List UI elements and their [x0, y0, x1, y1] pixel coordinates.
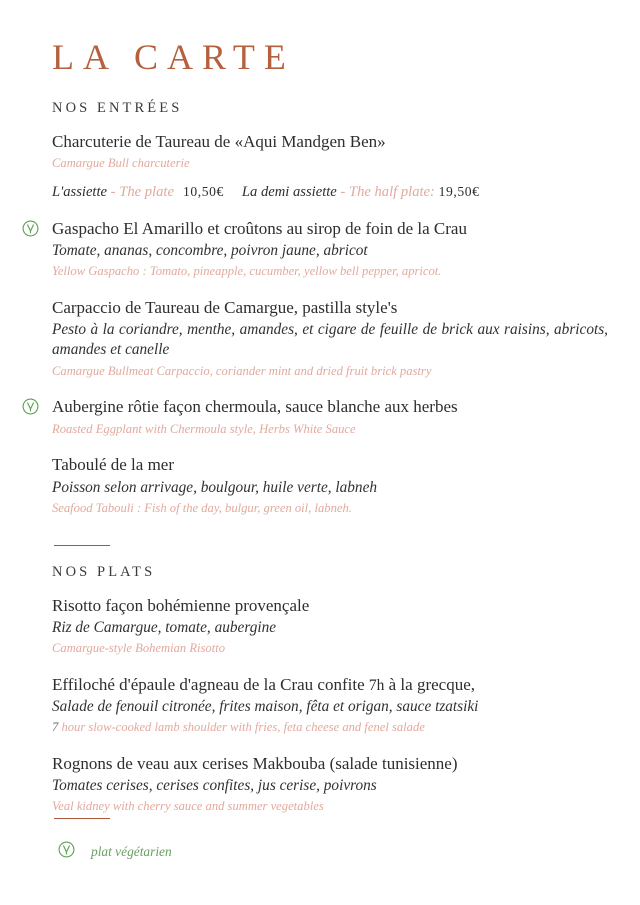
menu-item[interactable]: [52, 396, 608, 437]
menu-item-name: Risotto façon bohémienne provençale: [52, 595, 310, 615]
legend-divider: [54, 818, 110, 819]
menu-item-description-en: Seafood Tabouli : Fish of the day, bulgur, green oil, labneh.: [52, 500, 352, 515]
menu-item-name: Rognons de veau aux cerises Makbouba (salade tunisienne): [52, 753, 458, 773]
menu-item-description-en: Camargue-style Bohemian Risotto: [52, 640, 226, 655]
price-label-fr: La demi assiette: [241, 183, 337, 200]
menu-item[interactable]: [52, 753, 608, 815]
menu-item[interactable]: [52, 218, 608, 280]
menu-item-description-en: Camargue Bull charcuterie: [52, 156, 190, 171]
menu-item-description-fr: Tomates cerises, cerises confites, jus cerise, poivrons: [52, 777, 377, 795]
section-title-wrap: [52, 100, 608, 117]
menu-item-name: Aubergine rôtie façon chermoula, sauce blanche aux herbes: [52, 397, 458, 417]
price-separator: :: [430, 183, 435, 200]
menu-item-description-fr: Pesto à la coriandre, menthe, amandes, et cigare de feuille de brick aux raisins, abricots, amandes et canelle: [52, 321, 608, 359]
vegetarian-icon: [58, 841, 75, 863]
vegetarian-icon: [22, 220, 39, 237]
menu-item-description-en: Yellow Gaspacho : Tomato, pineapple, cucumber, yellow bell pepper, apricot.: [52, 264, 442, 279]
page-title: LA CARTE: [52, 37, 295, 77]
price-dash: -: [340, 183, 346, 200]
legend-row: [52, 841, 608, 863]
menu-item-description-en: 7 hour slow-cooked lamb shoulder with fries, feta cheese and fenel salade: [52, 720, 425, 735]
menu-item-name: Charcuterie de Taureau de «Aqui Mandgen Ben»: [52, 132, 386, 151]
menu-item-name: Gaspacho El Amarillo et croûtons au sirop de foin de la Crau: [52, 218, 467, 238]
menu-item-description-fr: Poisson selon arrivage, boulgour, huile verte, labneh: [52, 478, 378, 496]
menu-item-description-en: Camargue Bullmeat Carpaccio, coriander mint and dried fruit brick pastry: [52, 363, 432, 378]
vegetarian-icon: [22, 398, 39, 415]
menu-section: [52, 100, 608, 517]
menu-item-name: Carpaccio de Taureau de Camargue, pastilla style's: [52, 298, 398, 318]
menu-item-description-fr: Riz de Camargue, tomate, aubergine: [52, 618, 277, 636]
menu-item[interactable]: [52, 595, 608, 657]
menu-item-name: Taboulé de la mer: [52, 455, 175, 475]
price-label-en: The half plate: [348, 183, 431, 200]
menu-item[interactable]: [52, 131, 608, 201]
legend-label: plat végétarien: [91, 844, 172, 859]
price-label-en: The plate: [119, 183, 174, 200]
section-header: NOS PLATS: [52, 563, 156, 580]
section-divider: [54, 545, 110, 546]
price-label-fr: L'assiette: [52, 183, 108, 200]
price-amount: 19,50€: [438, 183, 480, 199]
menu-item-description-en: Roasted Eggplant with Chermoula style, Herbs White Sauce: [52, 421, 356, 436]
section-header: NOS ENTRÉES: [52, 100, 183, 116]
menu-item[interactable]: [52, 454, 608, 516]
price-dash: -: [110, 183, 116, 200]
section-title-wrap: [52, 545, 608, 581]
menu-item[interactable]: [52, 297, 608, 379]
menu-item-description-en: Veal kidney with cherry sauce and summer vegetables: [52, 799, 324, 814]
menu-item-name: Effiloché d'épaule d'agneau de la Crau confite 7h à la grecque,: [52, 674, 475, 694]
menu-legend: [52, 818, 608, 863]
menu-section: [52, 545, 608, 816]
menu-content: [52, 100, 608, 815]
menu-item-description-fr: Tomate, ananas, concombre, poivron jaune, abricot: [52, 242, 368, 260]
menu-item[interactable]: [52, 674, 608, 736]
menu-item-description-fr: Salade de fenouil citronée, frites maison, fêta et origan, sauce tzatsiki: [52, 697, 479, 715]
price-row: [52, 184, 608, 201]
price-amount: 10,50€: [182, 183, 224, 199]
